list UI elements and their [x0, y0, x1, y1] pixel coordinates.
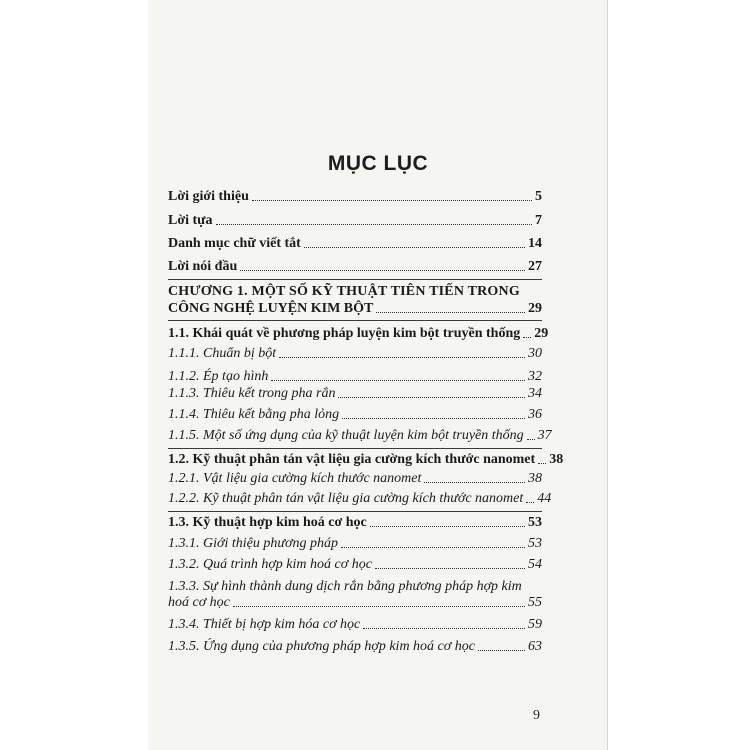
subsection-entry — [168, 470, 542, 487]
subsection-label-line1: 1.3.3. Sự hình thành dung dịch rắn bằng phương pháp hợp kim — [168, 579, 522, 594]
subsection-entry-line1 — [168, 578, 542, 595]
leader-dots — [523, 337, 531, 338]
section-page: 38 — [549, 452, 564, 467]
subsection-page: 54 — [528, 557, 542, 572]
section-label: 1.3. Kỹ thuật hợp kim hoá cơ học — [168, 515, 367, 530]
leader-dots — [338, 397, 525, 398]
leader-dots — [363, 628, 525, 629]
subsection-label: 1.3.5. Ứng dụng của phương pháp hợp kim hoá cơ học — [168, 639, 475, 654]
chapter-page: 29 — [528, 301, 542, 316]
subsection-label: hoá cơ học — [168, 595, 230, 610]
leader-dots — [376, 312, 525, 313]
divider — [168, 320, 542, 321]
section-entry — [168, 325, 549, 342]
subsection-page: 37 — [537, 428, 552, 443]
subsection-label: 1.1.1. Chuẩn bị bột — [168, 346, 277, 361]
subsection-entry — [168, 616, 542, 633]
subsection-label: 1.3.2. Quá trình hợp kim hoá cơ học — [168, 557, 372, 572]
subsection-entry — [168, 345, 542, 362]
subsection-entry — [168, 490, 552, 507]
toc-entry — [168, 235, 542, 252]
subsection-entry — [168, 594, 542, 611]
leader-dots — [527, 439, 535, 440]
subsection-page: 59 — [528, 617, 542, 632]
subsection-page: 38 — [528, 471, 542, 486]
subsection-entry — [168, 556, 542, 573]
subsection-label: 1.1.5. Một số ứng dụng của kỹ thuật luyện kim bột truyền thống — [168, 428, 524, 443]
leader-dots — [424, 482, 525, 483]
subsection-entry — [168, 368, 542, 385]
leader-dots — [526, 502, 534, 503]
subsection-page: 53 — [528, 536, 542, 551]
subsection-entry — [168, 535, 542, 552]
subsection-label: 1.2.1. Vật liệu gia cường kích thước nanomet — [168, 471, 422, 486]
chapter-title-line1: CHƯƠNG 1. MỘT SỐ KỸ THUẬT TIÊN TIẾN TRONG — [168, 284, 520, 299]
chapter-entry — [168, 300, 542, 317]
divider — [168, 279, 542, 280]
leader-dots — [240, 270, 525, 271]
section-entry — [168, 514, 542, 531]
subsection-entry — [168, 406, 542, 423]
toc-entry-page: 5 — [535, 189, 542, 204]
subsection-label: 1.1.4. Thiêu kết bằng pha lỏng — [168, 407, 340, 422]
subsection-page: 36 — [528, 407, 542, 422]
subsection-entry — [168, 638, 542, 655]
subsection-page: 30 — [528, 346, 542, 361]
leader-dots — [252, 200, 532, 201]
subsection-label: 1.2.2. Kỹ thuật phân tán vật liệu gia cường kích thước nanomet — [168, 491, 524, 506]
leader-dots — [304, 247, 525, 248]
leader-dots — [341, 547, 525, 548]
toc-entry — [168, 188, 542, 205]
leader-dots — [375, 568, 525, 569]
subsection-label: 1.3.1. Giới thiệu phương pháp — [168, 536, 338, 551]
leader-dots — [271, 380, 525, 381]
subsection-page: 44 — [537, 491, 552, 506]
leader-dots — [370, 526, 525, 527]
leader-dots — [342, 418, 525, 419]
leader-dots — [233, 606, 525, 607]
section-label: 1.1. Khái quát về phương pháp luyện kim bột truyền thống — [168, 326, 521, 341]
toc-entry-label: Lời giới thiệu — [168, 189, 249, 204]
leader-dots — [216, 224, 532, 225]
toc-entry-label: Danh mục chữ viết tắt — [168, 236, 301, 251]
book-page — [148, 0, 608, 750]
subsection-entry — [168, 385, 542, 402]
page-title: MỤC LỤC — [327, 152, 429, 175]
subsection-entry — [168, 427, 552, 444]
subsection-label: 1.3.4. Thiết bị hợp kim hóa cơ học — [168, 617, 361, 632]
toc-entry-label: Lời tựa — [168, 213, 213, 228]
section-entry — [168, 451, 564, 468]
toc-entry — [168, 212, 542, 229]
subsection-label: 1.1.2. Ép tạo hình — [168, 369, 269, 384]
subsection-page: 63 — [528, 639, 542, 654]
section-label: 1.2. Kỹ thuật phân tán vật liệu gia cường kích thước nanomet — [168, 452, 536, 467]
toc-entry — [168, 258, 542, 275]
chapter-title-line2: CÔNG NGHỆ LUYỆN KIM BỘT — [168, 301, 374, 316]
divider — [168, 448, 542, 449]
leader-dots — [538, 463, 546, 464]
subsection-label: 1.1.3. Thiêu kết trong pha rắn — [168, 386, 336, 401]
subsection-page: 32 — [528, 369, 542, 384]
divider — [168, 511, 542, 512]
leader-dots — [478, 650, 525, 651]
toc-entry-label: Lời nói đầu — [168, 259, 238, 274]
section-page: 29 — [534, 326, 549, 341]
toc-entry-page: 27 — [528, 259, 542, 274]
toc-entry-page: 14 — [528, 236, 542, 251]
page-number: 9 — [533, 708, 540, 723]
section-page: 53 — [528, 515, 542, 530]
subsection-page: 34 — [528, 386, 542, 401]
leader-dots — [279, 357, 525, 358]
toc-entry-page: 7 — [535, 213, 542, 228]
subsection-page: 55 — [528, 595, 542, 610]
